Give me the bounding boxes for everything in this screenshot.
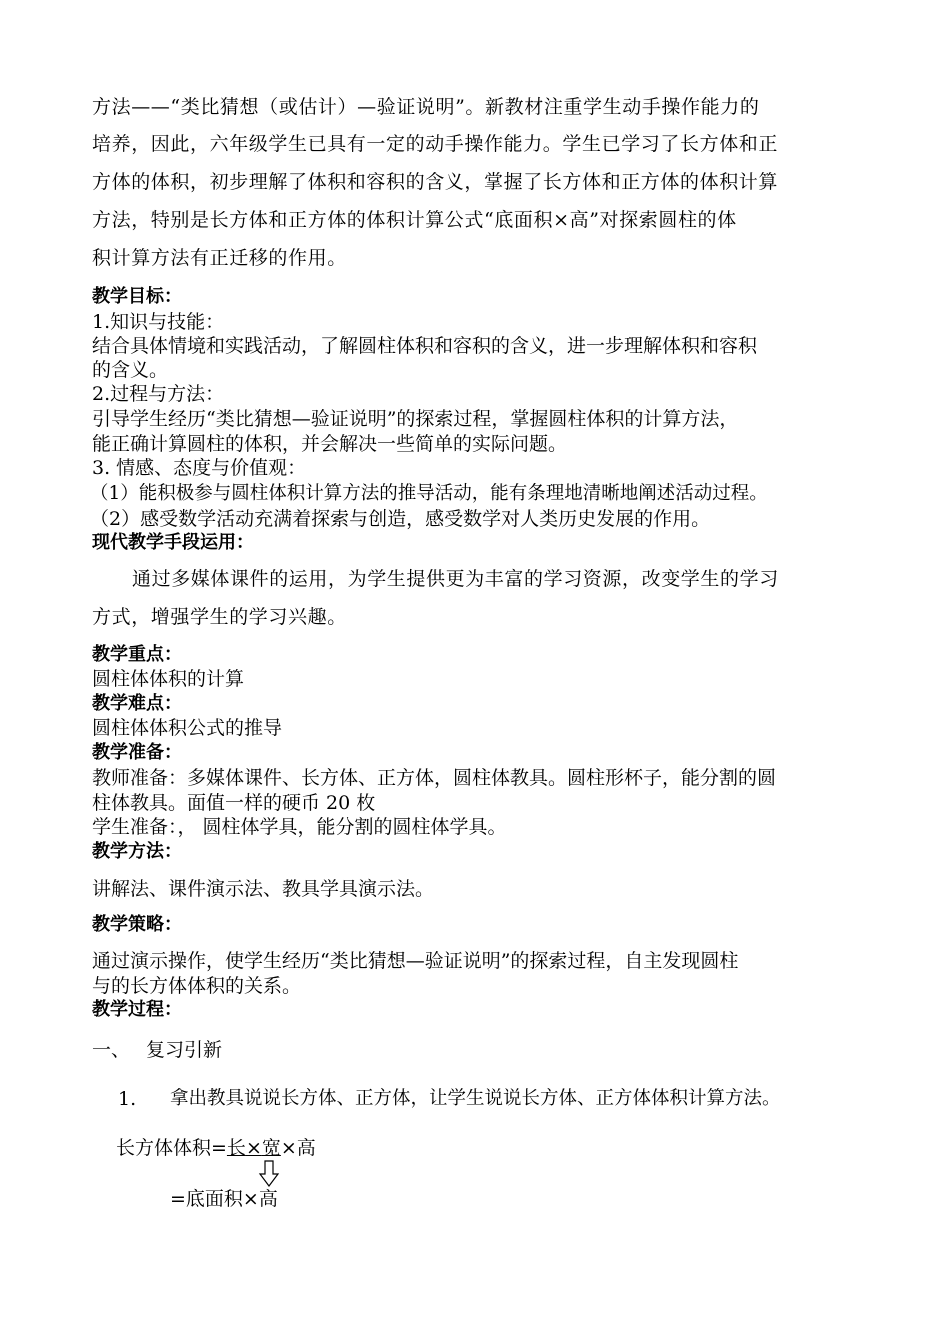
process-heading: 教学过程： xyxy=(92,999,182,1020)
formula-times: × xyxy=(245,1137,262,1159)
objective-3-title: 3. 情感、态度与价值观： xyxy=(92,457,307,479)
objective-2-title: 2.过程与方法： xyxy=(92,383,225,405)
modern-means-line-2: 方式，增强学生的学习兴趣。 xyxy=(92,606,347,628)
intro-line-3: 方体的体积，初步理解了体积和容积的含义，掌握了长方体和正方体的体积计算 xyxy=(92,171,779,193)
difficulty-text: 圆柱体体积公式的推导 xyxy=(92,717,283,739)
teacher-prep-line-1: 教师准备：多媒体课件、长方体、正方体，圆柱体教具。圆柱形杯子，能分割的圆 xyxy=(92,767,777,789)
objective-1-line-1: 结合具体情境和实践活动，了解圆柱体积和容积的含义，进一步理解体积和容积 xyxy=(92,335,758,357)
intro-line-1: 方法——“类比猜想（或估计）—验证说明”。新教材注重学生动手操作能力的 xyxy=(92,96,760,118)
teacher-prep-line-2: 柱体教具。面值一样的硬币 20 枚 xyxy=(92,792,376,814)
objectives-heading: 教学目标： xyxy=(92,286,182,307)
section-1-title: 复习引新 xyxy=(146,1039,223,1061)
strategy-line-2: 与的长方体体积的关系。 xyxy=(92,975,302,997)
formula-length: 长 xyxy=(226,1137,246,1159)
section-1-number: 一、 xyxy=(92,1039,131,1061)
objective-1-title: 1.知识与技能： xyxy=(92,311,225,333)
formula-line-2: =底面积×高 xyxy=(170,1188,278,1210)
intro-line-4: 方法，特别是长方体和正方体的体积计算公式“底面积×高”对探索圆柱的体 xyxy=(92,209,737,231)
modern-means-heading: 现代教学手段运用： xyxy=(92,532,254,553)
down-arrow-icon xyxy=(258,1160,280,1188)
methods-text: 讲解法、课件演示法、教具学具演示法。 xyxy=(92,878,435,900)
key-point-text: 圆柱体体积的计算 xyxy=(92,668,245,690)
methods-heading: 教学方法： xyxy=(92,841,182,862)
objective-2-line-1: 引导学生经历“类比猜想—验证说明”的探索过程，掌握圆柱体积的计算方法， xyxy=(92,408,739,430)
intro-line-2: 培养，因此，六年级学生已具有一定的动手操作能力。学生已学习了长方体和正 xyxy=(92,133,779,155)
key-point-heading: 教学重点： xyxy=(92,644,182,665)
preparation-heading: 教学准备： xyxy=(92,742,182,763)
formula-line-1 xyxy=(116,1136,316,1160)
step-1-number: 1. xyxy=(118,1088,137,1110)
objective-3-line-2: （2）感受数学活动充满着探索与创造，感受数学对人类历史发展的作用。 xyxy=(90,508,711,530)
intro-line-5: 积计算方法有正迁移的作用。 xyxy=(92,247,347,269)
formula-prefix: 长方体体积= xyxy=(116,1137,227,1159)
modern-means-line-1: 通过多媒体课件的运用，为学生提供更为丰富的学习资源，改变学生的学习 xyxy=(132,568,779,590)
step-1-text: 拿出教具说说长方体、正方体，让学生说说长方体、正方体体积计算方法。 xyxy=(170,1088,781,1109)
strategy-heading: 教学策略： xyxy=(92,914,182,935)
formula-width: 宽 xyxy=(261,1137,281,1159)
student-prep-line: 学生准备：， 圆柱体学具，能分割的圆柱体学具。 xyxy=(92,816,507,838)
difficulty-heading: 教学难点： xyxy=(92,693,182,714)
objective-2-line-2: 能正确计算圆柱的体积，并会解决一些简单的实际问题。 xyxy=(92,433,568,455)
strategy-line-1: 通过演示操作，使学生经历“类比猜想—验证说明”的探索过程，自主发现圆柱 xyxy=(92,950,739,972)
objective-1-line-2: 的含义。 xyxy=(92,359,169,381)
formula-rest: ×高 xyxy=(280,1137,316,1159)
objective-3-line-1: （1）能积极参与圆柱体积计算方法的推导活动，能有条理地清晰地阐述活动过程。 xyxy=(90,483,768,504)
